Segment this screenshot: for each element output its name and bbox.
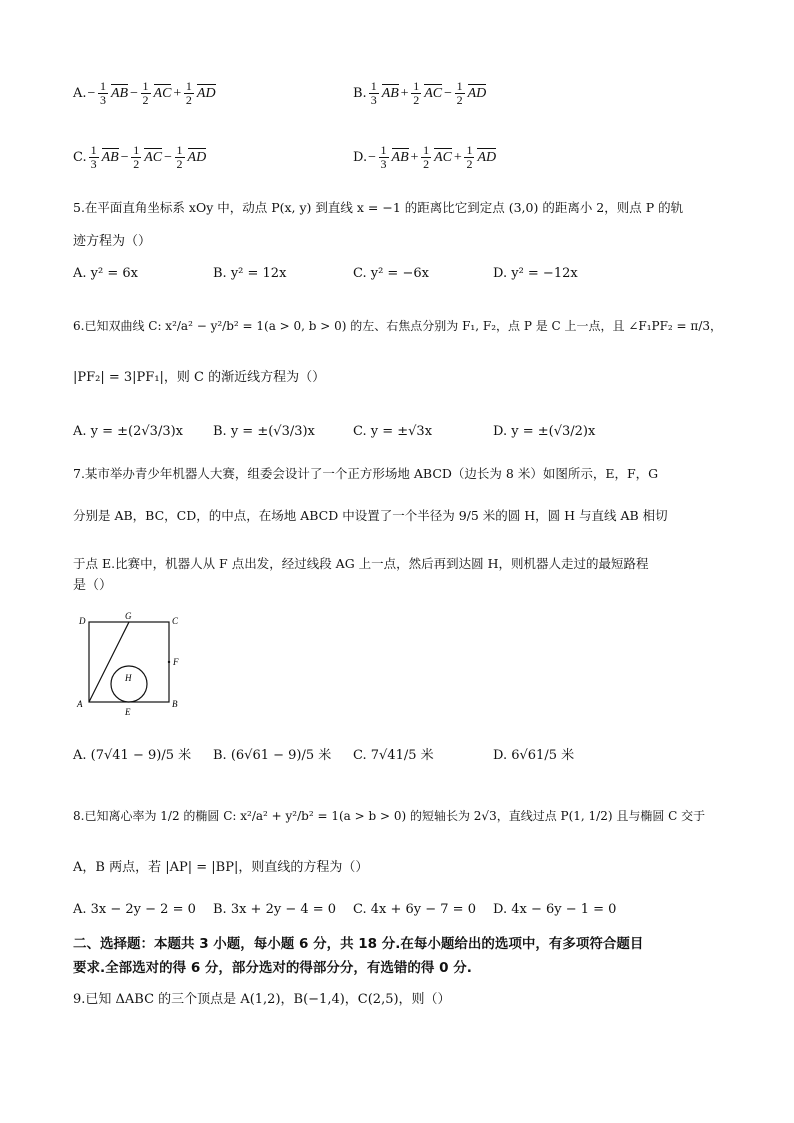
square-abcd	[89, 622, 169, 702]
q6-option-a: A. y = ±(2√3/3)x	[73, 424, 183, 439]
q8-stem-line1: 8.已知离心率为 1/2 的椭圆 C: x²/a² + y²/b² = 1(a > b > 0) 的短轴长为 2√3，直线过点 P(1, 1/2) 且与椭圆 C 交于	[73, 809, 706, 823]
q8-option-d: D. 4x − 6y − 1 = 0	[493, 902, 617, 917]
q4-option-d: D.− $\frac{1}{3}$ AB+ $\frac{1}{2}$ AC+ $\frac{1}{2}$ AD	[353, 143, 497, 171]
label-f: F	[173, 657, 179, 667]
q7-option-c: C. 7√41/5 米	[353, 748, 434, 763]
q4-option-b: B. $\frac{1}{3}$ AB+ $\frac{1}{2}$ AC− $\frac{1}{2}$ AD	[353, 79, 487, 107]
q8-stem-line2: A，B 两点，若 |AP| = |BP|，则直线的方程为（）	[73, 860, 369, 875]
label-c: C	[172, 616, 179, 626]
q8-option-c: C. 4x + 6y − 7 = 0	[353, 902, 476, 917]
section2-heading-line2: 要求.全部选对的得 6 分，部分选对的得部分分，有选错的得 0 分.	[73, 960, 472, 976]
label-a: A	[77, 699, 83, 709]
q6-option-b: B. y = ±(√3/3)x	[213, 424, 315, 439]
q5-option-c: C. y² = −6x	[353, 266, 429, 281]
q7-stem-line1: 7.某市举办青少年机器人大赛，组委会设计了一个正方形场地 ABCD（边长为 8 米）如图所示，E，F，G	[73, 466, 659, 481]
q5-option-d: D. y² = −12x	[493, 266, 578, 281]
q5-stem-line1: 5.在平面直角坐标系 xOy 中，动点 P(x, y) 到直线 x = −1 的距离比它到定点 (3,0) 的距离小 2，则点 P 的轨	[73, 200, 684, 215]
q4-option-a: A.− $\frac{1}{3}$ AB− $\frac{1}{2}$ AC+ $\frac{1}{2}$ AD	[73, 79, 216, 107]
label-g: G	[125, 612, 132, 621]
q6-option-c: C. y = ±√3x	[353, 424, 433, 439]
q7-square-figure	[73, 612, 188, 720]
q7-stem-line4: 是（）	[73, 578, 113, 593]
label-h: H	[125, 673, 132, 683]
q7-stem-line2: 分别是 AB，BC，CD，的中点，在场地 ABCD 中设置了一个半径为 9/5 米的圆 H，圆 H 与直线 AB 相切	[73, 508, 668, 523]
label-e: E	[125, 707, 131, 717]
q8-option-b: B. 3x + 2y − 4 = 0	[213, 902, 337, 917]
q5-option-b: B. y² = 12x	[213, 266, 287, 281]
section2-heading-line1: 二、选择题：本题共 3 小题，每小题 6 分，共 18 分.在每小题给出的选项中，有多项符合题目	[73, 936, 644, 952]
q6-stem-line1: 6.已知双曲线 C: x²/a² − y²/b² = 1(a > 0, b > 0) 的左、右焦点分别为 F₁, F₂，点 P 是 C 上一点，且 ∠F₁PF₂ = π/3，	[73, 319, 722, 333]
q6-stem-line2: |PF₂| = 3|PF₁|，则 C 的渐近线方程为（）	[73, 370, 326, 385]
q8-option-a: A. 3x − 2y − 2 = 0	[73, 902, 196, 917]
q4-option-c: C. $\frac{1}{3}$ AB− $\frac{1}{2}$ AC− $\frac{1}{2}$ AD	[73, 143, 207, 171]
label-d: D	[79, 616, 86, 626]
q7-stem-line3: 于点 E.比赛中，机器人从 F 点出发，经过线段 AG 上一点，然后再到达圆 H，则机器人走过的最短路程	[73, 556, 649, 571]
q6-option-d: D. y = ±(√3/2)x	[493, 424, 596, 439]
q5-stem-line2: 迹方程为（）	[73, 234, 152, 249]
q5-option-a: A. y² = 6x	[73, 266, 138, 281]
q7-option-b: B. (6√61 − 9)/5 米	[213, 748, 332, 763]
q9-stem: 9.已知 ΔABC 的三个顶点是 A(1,2)，B(−1,4)，C(2,5)，则（）	[73, 992, 451, 1007]
q7-option-a: A. (7√41 − 9)/5 米	[73, 748, 192, 763]
point-f	[168, 661, 170, 663]
label-b: B	[172, 699, 178, 709]
q7-option-d: D. 6√61/5 米	[493, 748, 575, 763]
segment-ag	[89, 622, 129, 702]
circle-h	[111, 666, 147, 702]
